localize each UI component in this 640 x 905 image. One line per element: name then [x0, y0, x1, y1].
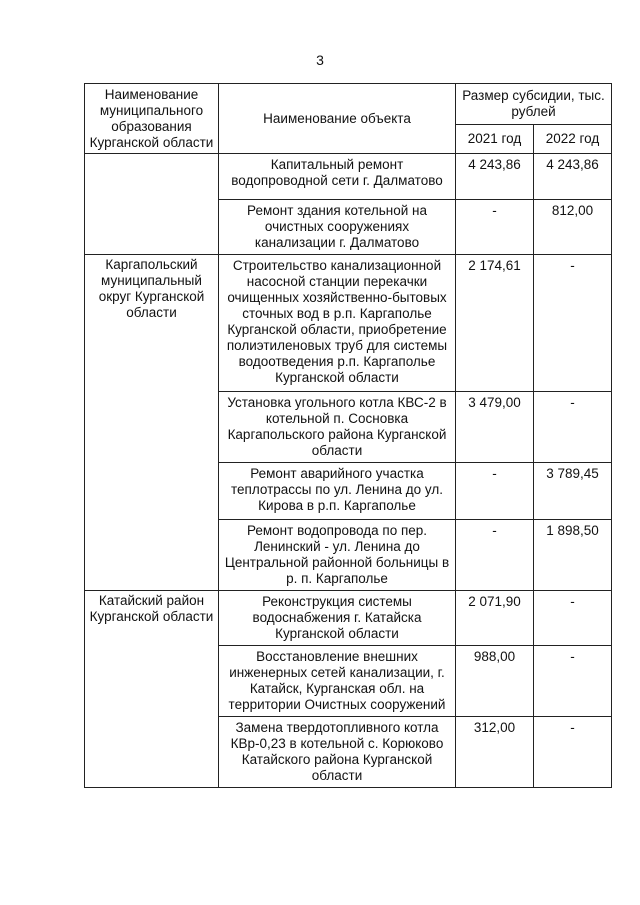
object-cell: Строительство канализационной насосной станции перекачки очищенных хозяйственно-бытовых сточных вод в р.п. Каргаполье Курганской области, приобретение полиэтиленовых труб для системы водоотведения р.п. Каргаполье Курганской области — [219, 255, 456, 392]
object-cell: Установка угольного котла КВС-2 в котельной п. Сосновка Каргапольского района Курганской области — [219, 392, 456, 463]
header-year-2022: 2022 год — [534, 125, 612, 154]
amount-2021-cell: 988,00 — [456, 646, 534, 717]
header-year-2021: 2021 год — [456, 125, 534, 154]
amount-2022-cell: - — [534, 717, 612, 788]
amount-2022-cell: - — [534, 591, 612, 646]
object-cell: Восстановление внешних инженерных сетей канализации, г. Катайск, Курганская обл. на территории Очистных сооружений — [219, 646, 456, 717]
amount-2022-cell: - — [534, 646, 612, 717]
object-cell: Реконструкция системы водоснабжения г. Катайска Курганской области — [219, 591, 456, 646]
amount-2022-cell: 3 789,45 — [534, 463, 612, 520]
amount-2021-cell: 2 071,90 — [456, 591, 534, 646]
object-cell: Ремонт водопровода по пер. Ленинский - ул. Ленина до Центральной районной больницы в р. п. Каргаполье — [219, 520, 456, 591]
amount-2021-cell: 3 479,00 — [456, 392, 534, 463]
table-row — [85, 591, 612, 646]
amount-2021-cell: - — [456, 200, 534, 255]
object-cell: Замена твердотопливного котла КВр-0,23 в котельной с. Корюково Катайского района Курганской области — [219, 717, 456, 788]
amount-2022-cell: 1 898,50 — [534, 520, 612, 591]
object-cell: Ремонт аварийного участка теплотрассы по ул. Ленина до ул. Кирова в р.п. Каргаполье — [219, 463, 456, 520]
amount-2021-cell: - — [456, 520, 534, 591]
amount-2021-cell: 2 174,61 — [456, 255, 534, 392]
municipality-cell: Каргапольский муниципальный округ Курганской области — [85, 255, 219, 591]
header-object: Наименование объекта — [219, 84, 456, 154]
subsidy-table — [84, 83, 612, 788]
municipality-cell: Катайский район Курганской области — [85, 591, 219, 788]
amount-2021-cell: 4 243,86 — [456, 154, 534, 200]
object-cell: Капитальный ремонт водопроводной сети г. Далматово — [219, 154, 456, 200]
amount-2022-cell: 4 243,86 — [534, 154, 612, 200]
table-row — [85, 255, 612, 392]
header-municipality: Наименование муниципального образования Курганской области — [85, 84, 219, 154]
page-number: 3 — [316, 52, 324, 68]
object-cell: Ремонт здания котельной на очистных сооружениях канализации г. Далматово — [219, 200, 456, 255]
amount-2022-cell: 812,00 — [534, 200, 612, 255]
header-subsidy: Размер субсидии, тыс. рублей — [456, 84, 612, 125]
amount-2022-cell: - — [534, 255, 612, 392]
amount-2021-cell: 312,00 — [456, 717, 534, 788]
table-row — [85, 154, 612, 200]
amount-2021-cell: - — [456, 463, 534, 520]
amount-2022-cell: - — [534, 392, 612, 463]
municipality-cell — [85, 154, 219, 255]
